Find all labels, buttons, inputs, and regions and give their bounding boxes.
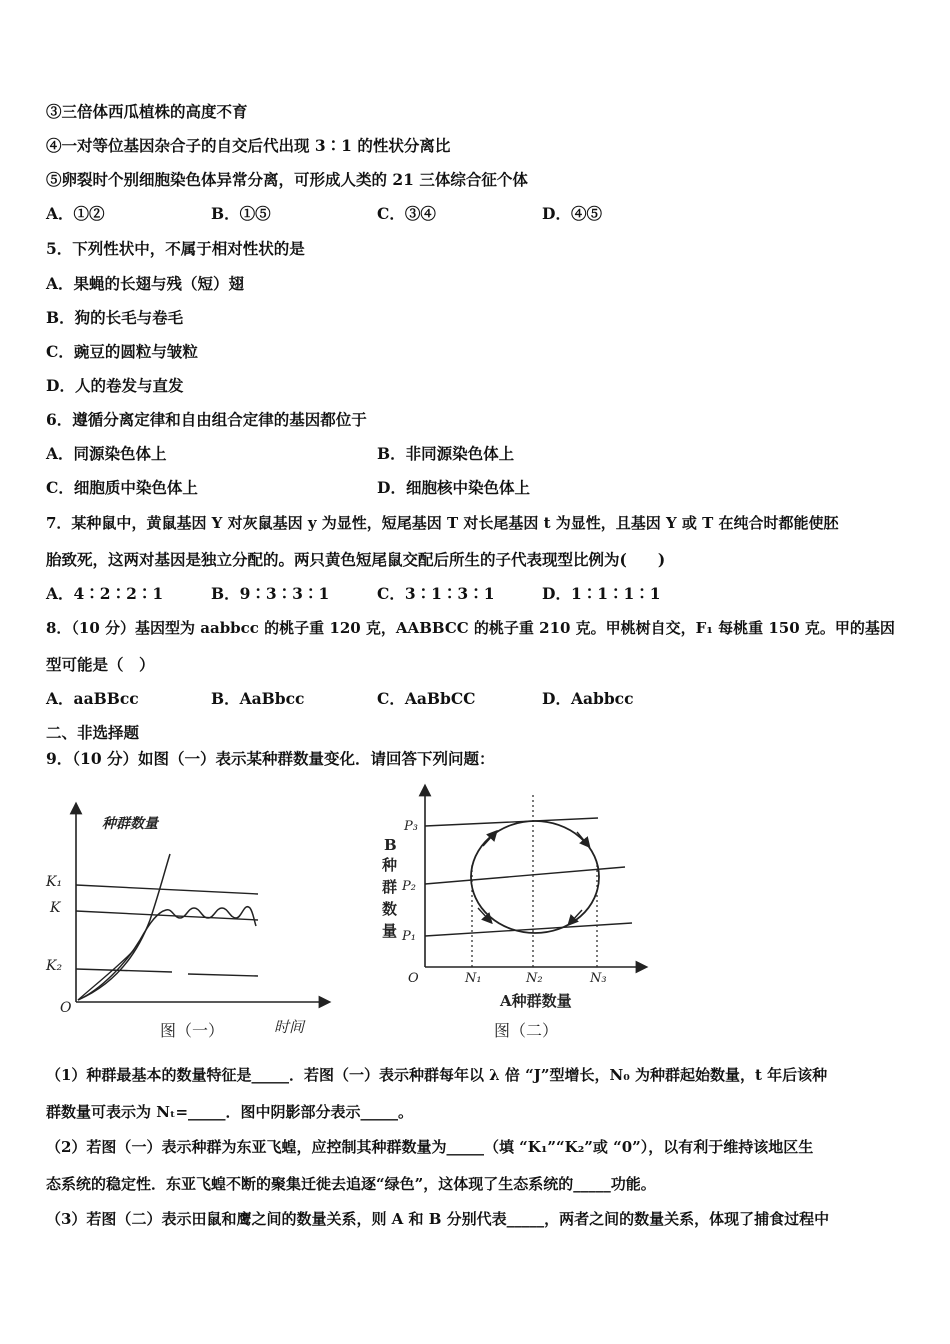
q4-item-5: ⑤卵裂时个别细胞染色体异常分离，可形成人类的 21 三体综合征个体 <box>46 170 528 189</box>
q9-sub3-line1: （3）若图（二）表示田鼠和鹰之间的数量关系，则 A 和 B 分别代表_____，两者之间的数量关系，体现了捕食过程中 <box>46 1210 830 1228</box>
fig2-ylabel-4: 量 <box>382 922 398 940</box>
fig2-ylabel-0: B <box>384 836 397 854</box>
fig1-ylabel: 种群数量 <box>102 816 158 832</box>
q5-option-b: B．狗的长毛与卷毛 <box>46 308 184 327</box>
fig2-xtick-n3: N₃ <box>590 971 607 986</box>
fig2-xtick-n1: N₁ <box>465 971 482 986</box>
q4-option-a: A．①② <box>46 204 105 223</box>
fig2-xlabel: A种群数量 <box>500 992 572 1010</box>
fig1-tick-k2: K₂ <box>46 958 63 974</box>
fig2-arrow-top-left <box>483 834 494 846</box>
fig2-ylabel-2: 群 <box>382 878 398 896</box>
q7-option-b: B．9∶3∶3∶1 <box>211 584 330 603</box>
fig2-ylabel-1: 种 <box>382 856 398 874</box>
fig1-j-curve <box>78 854 170 1000</box>
fig2-xtick-n2: N₂ <box>526 971 543 986</box>
q4-item-3: ③三倍体西瓜植株的高度不育 <box>46 102 248 121</box>
fig1-k1-line <box>76 885 258 894</box>
q5-option-c: C．豌豆的圆粒与皱粒 <box>46 342 198 361</box>
q9-sub1-line2: 群数量可表示为 Nₜ=_____．图中阴影部分表示_____。 <box>46 1103 414 1121</box>
q9-sub2-line2: 态系统的稳定性．东亚飞蝗不断的聚集迁徙去追逐“绿色”，这体现了生态系统的_____功能。 <box>46 1175 656 1193</box>
q8-option-b: B．AaBbcc <box>211 689 305 708</box>
q4-item-4: ④一对等位基因杂合子的自交后代出现 3∶1 的性状分离比 <box>46 136 451 155</box>
q8-option-a: A．aaBBcc <box>46 689 139 708</box>
q4-option-d: D．④⑤ <box>542 204 602 223</box>
q4-option-b: B．①⑤ <box>211 204 271 223</box>
q9-sub1-line1: （1）种群最基本的数量特征是_____．若图（一）表示种群每年以 λ 倍 “J”型增长，N₀ 为种群起始数量，t 年后该种 <box>46 1066 828 1084</box>
q5-option-d: D．人的卷发与直发 <box>46 376 184 395</box>
fig1-xlabel: 时间 <box>274 1018 305 1036</box>
fig1-k2-line <box>76 969 172 972</box>
fig2-caption: 图（二） <box>494 1021 559 1040</box>
q7-stem-line1: 7．某种鼠中，黄鼠基因 Y 对灰鼠基因 y 为显性，短尾基因 T 对长尾基因 t 为显性，且基因 Y 或 T 在纯合时都能使胚 <box>46 514 839 532</box>
q6-option-d: D．细胞核中染色体上 <box>377 478 530 497</box>
fig1-k2-line-right <box>188 974 258 976</box>
q6-option-b: B．非同源染色体上 <box>377 444 515 463</box>
fig1-s-curve <box>78 907 256 1000</box>
q6-option-a: A．同源染色体上 <box>46 444 167 463</box>
q6-option-c: C．细胞质中染色体上 <box>46 478 198 497</box>
fig2-p1-line <box>425 923 632 936</box>
fig1-low-curve <box>78 950 134 1000</box>
figure-two <box>370 780 660 1045</box>
fig2-ytick-p3: P₃ <box>404 819 418 834</box>
q8-option-c: C．AaBbCC <box>377 689 476 708</box>
section-title: 二、非选择题 <box>46 723 140 742</box>
q6-stem: 6．遵循分离定律和自由组合定律的基因都位于 <box>46 410 367 429</box>
fig2-arrow-top-right <box>577 832 587 844</box>
fig1-origin: O <box>60 1000 72 1016</box>
q9-sub2-line1: （2）若图（一）表示种群为东亚飞蝗，应控制其种群数量为_____（填 “K₁”“K₂”或 “0”），以有利于维持该地区生 <box>46 1138 814 1156</box>
q9-stem: 9．（10 分）如图（一）表示某种群数量变化．请回答下列问题： <box>46 749 495 768</box>
q8-stem-line2: 型可能是（ ） <box>46 655 155 674</box>
fig1-caption: 图（一） <box>160 1021 225 1040</box>
q5-stem: 5．下列性状中，不属于相对性状的是 <box>46 239 305 258</box>
fig2-ytick-p2: P₂ <box>402 879 416 894</box>
q8-option-d: D．Aabbcc <box>542 689 634 708</box>
figure-one <box>40 790 340 1045</box>
q4-option-c: C．③④ <box>377 204 436 223</box>
q7-option-d: D．1∶1∶1∶1 <box>542 584 661 603</box>
fig1-tick-k1: K₁ <box>46 874 63 890</box>
fig2-p2-line <box>425 867 625 884</box>
q5-option-a: A．果蝇的长翅与残（短）翅 <box>46 274 245 293</box>
fig2-origin: O <box>408 971 419 986</box>
q8-stem-line1: 8．（10 分）基因型为 aabbcc 的桃子重 120 克，AABBCC 的桃子重 210 克。甲桃树自交，F₁ 每桃重 150 克。甲的基因 <box>46 619 895 637</box>
q7-stem-line2: 胎致死，这两对基因是独立分配的。两只黄色短尾鼠交配后所生的子代表现型比例为( ) <box>46 550 666 569</box>
fig1-tick-k: K <box>50 900 61 916</box>
fig2-ylabel-3: 数 <box>382 900 398 918</box>
fig2-ytick-p1: P₁ <box>402 929 416 944</box>
q7-option-c: C．3∶1∶3∶1 <box>377 584 495 603</box>
q7-option-a: A．4∶2∶2∶1 <box>46 584 164 603</box>
